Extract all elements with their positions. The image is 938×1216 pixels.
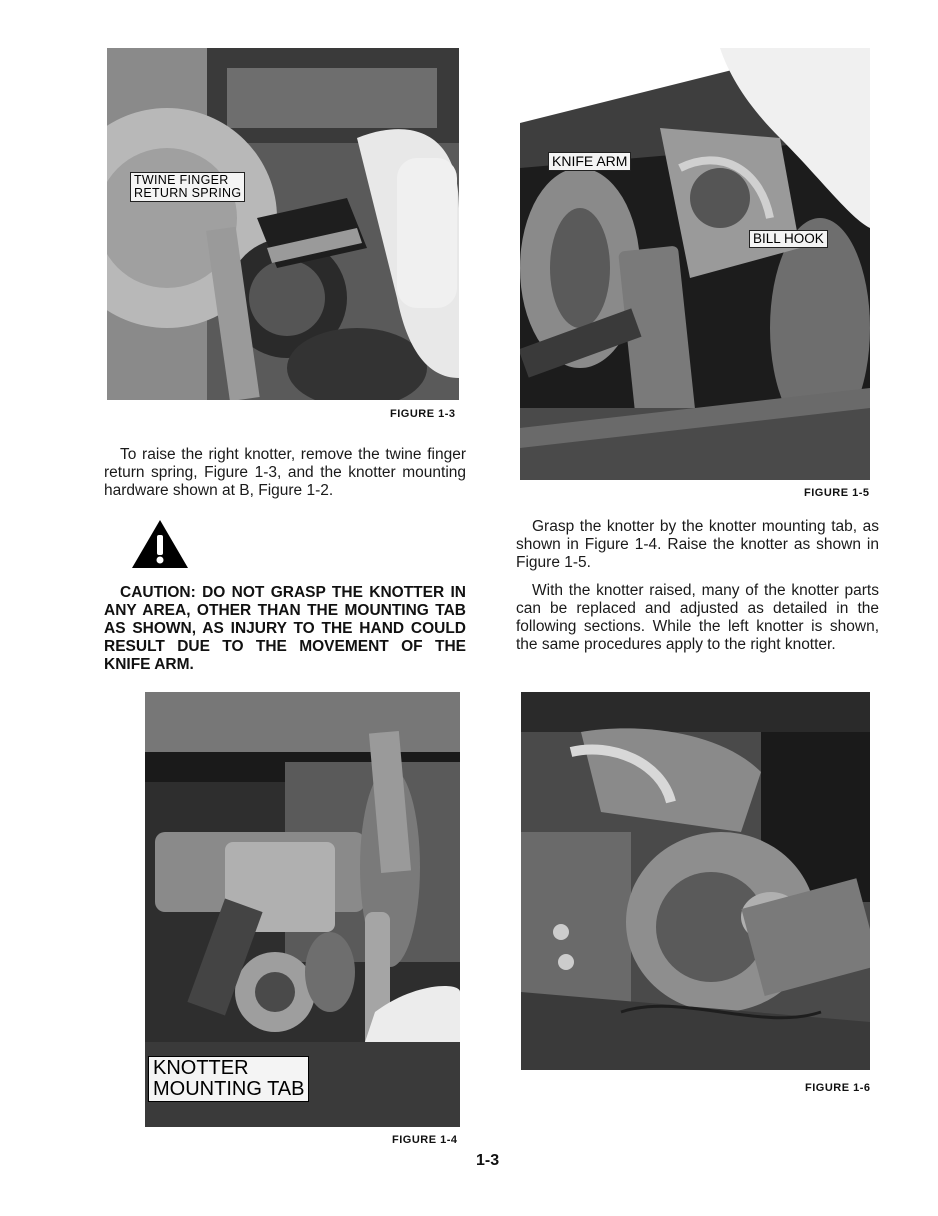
figure-1-6-illustration — [521, 692, 870, 1070]
paragraph-raise-right-knotter: To raise the right knotter, remove the twine finger return spring, Figure 1-3, and the knotter mounting hardware shown at B, Figure 1-2. — [104, 446, 466, 499]
caution-text: CAUTION: DO NOT GRASP THE KNOTTER IN ANY AREA, OTHER THAN THE MOUNTING TAB AS SHOWN, AS INJURY TO THE HAND COULD RESULT DUE TO THE MOVEMENT OF THE KNIFE ARM. — [104, 584, 466, 673]
figure-1-3-caption: FIGURE 1-3 — [390, 408, 456, 420]
figure-1-6-photo — [521, 692, 870, 1070]
figure-1-5-photo — [520, 48, 870, 480]
page-number: 1-3 — [476, 1152, 500, 1169]
figure-1-4-caption: FIGURE 1-4 — [392, 1134, 458, 1146]
knotter-mounting-tab-callout — [148, 1056, 309, 1102]
paragraph-knotter-raised: With the knotter raised, many of the knotter parts can be replaced and adjusted as detailed in the following sections. While the left knotter is shown, the same procedures apply to the right knotter. — [516, 582, 879, 653]
figure-1-3-photo — [107, 48, 459, 400]
figure-1-5-caption: FIGURE 1-5 — [804, 487, 870, 499]
warning-triangle-icon — [130, 518, 190, 570]
callout-line-2: MOUNTING TAB — [153, 1078, 305, 1100]
paragraph-grasp-knotter: Grasp the knotter by the knotter mounting tab, as shown in Figure 1-4. Raise the knotter as shown in Figure 1-5. — [516, 518, 879, 571]
figure-1-6-caption: FIGURE 1-6 — [805, 1082, 871, 1094]
callout-line-1: KNOTTER — [153, 1057, 249, 1079]
bill-hook-callout: BILL HOOK — [749, 230, 828, 248]
figure-1-3-illustration — [107, 48, 459, 400]
callout-line-2: RETURN SPRING — [134, 186, 242, 201]
callout-line-1: TWINE FINGER — [134, 173, 229, 187]
figure-1-4-photo — [145, 692, 460, 1127]
figure-1-5-illustration — [520, 48, 870, 480]
knife-arm-callout: KNIFE ARM — [548, 152, 631, 171]
twine-finger-return-spring-callout — [130, 172, 245, 202]
